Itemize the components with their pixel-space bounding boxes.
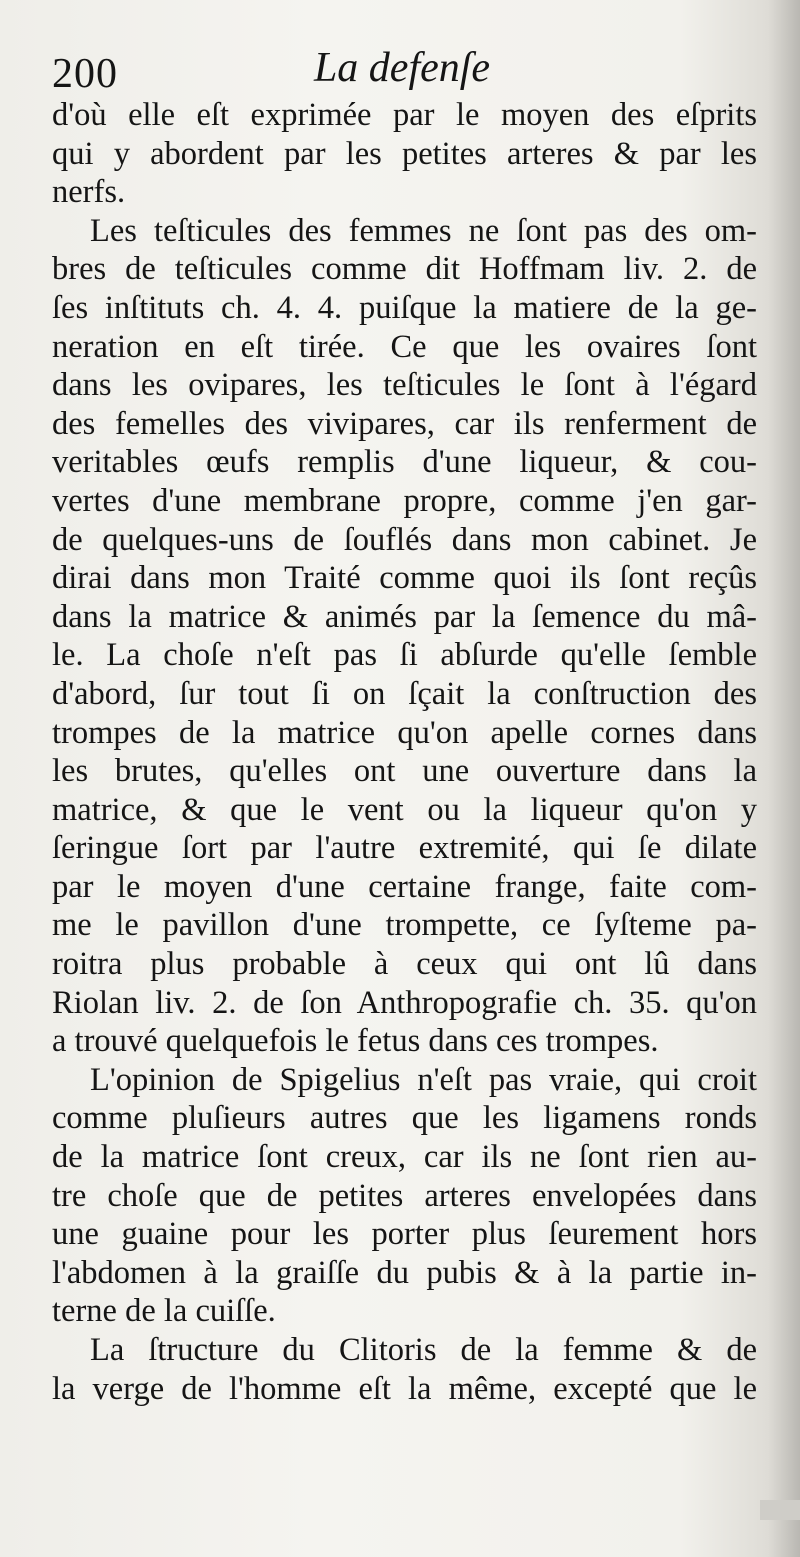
text-line: ſeringue ſort par l'autre extremité, qui ſe dilate bbox=[52, 830, 757, 867]
text-line: l'abdomen à la graiſſe du pubis & à la partie in- bbox=[52, 1254, 757, 1291]
text-line: me le pavillon d'une trompette, ce ſyſteme pa- bbox=[52, 907, 757, 944]
text-line: roitra plus probable à ceux qui ont lû dans bbox=[52, 946, 757, 983]
text-line: qui y abordent par les petites arteres & par les bbox=[52, 135, 757, 172]
text-line: les brutes, qu'elles ont une ouverture dans la bbox=[52, 753, 757, 790]
text-line: veritables œufs remplis d'une liqueur, & cou- bbox=[52, 444, 757, 481]
text-line: terne de la cuiſſe. bbox=[52, 1293, 276, 1330]
text-line: vertes d'une membrane propre, comme j'en gar- bbox=[52, 482, 757, 519]
text-line: de la matrice ſont creux, car ils ne ſont rien au- bbox=[52, 1139, 757, 1176]
text-line: tre choſe que de petites arteres envelopées dans bbox=[52, 1177, 757, 1214]
text-line: une guaine pour les porter plus ſeurement hors bbox=[52, 1216, 757, 1253]
text-line: L'opinion de Spigelius n'eſt pas vraie, qui croit bbox=[90, 1061, 757, 1098]
text-line: de quelques-uns de ſouflés dans mon cabinet. Je bbox=[52, 521, 757, 558]
text-line: d'abord, ſur tout ſi on ſçait la conſtruction des bbox=[52, 675, 757, 712]
page-edge-shadow bbox=[0, 1500, 800, 1520]
text-line: matrice, & que le vent ou la liqueur qu'on y bbox=[52, 791, 757, 828]
text-line: neration en eſt tirée. Ce que les ovaires ſont bbox=[52, 328, 757, 365]
text-line: d'où elle eſt exprimée par le moyen des eſprits bbox=[52, 97, 757, 133]
text-line: des femelles des vivipares, car ils renferment de bbox=[52, 405, 757, 442]
text-line: le. La choſe n'eſt pas ſi abſurde qu'elle ſemble bbox=[52, 637, 757, 674]
text-line: Les teſticules des femmes ne ſont pas des om- bbox=[90, 212, 757, 249]
text-line: dans les ovipares, les teſticules le ſont à l'égard bbox=[52, 367, 757, 404]
text-line: nerfs. bbox=[52, 174, 126, 211]
body-text bbox=[52, 96, 757, 1408]
text-line: trompes de la matrice qu'on apelle cornes dans bbox=[52, 714, 757, 751]
text-line: dirai dans mon Traité comme quoi ils ſont reçûs bbox=[52, 560, 757, 597]
text-line: La ſtructure du Clitoris de la femme & de bbox=[90, 1332, 757, 1368]
text-line: la verge de l'homme eſt la même, excepté que le bbox=[52, 1370, 757, 1407]
text-line: bres de teſticules comme dit Hoffmam liv. 2. de bbox=[52, 251, 757, 288]
text-line: Riolan liv. 2. de ſon Anthropografie ch. 35. qu'on bbox=[52, 984, 757, 1021]
text-line: dans la matrice & animés par la ſemence du mâ- bbox=[52, 598, 757, 635]
text-line: a trouvé quelquefois le fetus dans ces trompes. bbox=[52, 1023, 659, 1060]
running-head bbox=[52, 40, 752, 97]
text-line: par le moyen d'une certaine frange, faite com- bbox=[52, 868, 757, 905]
text-line: ſes inſtituts ch. 4. 4. puiſque la matiere de la ge- bbox=[52, 289, 757, 326]
page-number: 200 bbox=[52, 51, 118, 97]
running-title: La defenſe bbox=[313, 45, 491, 91]
text-line: comme pluſieurs autres que les ligamens ronds bbox=[52, 1100, 757, 1137]
